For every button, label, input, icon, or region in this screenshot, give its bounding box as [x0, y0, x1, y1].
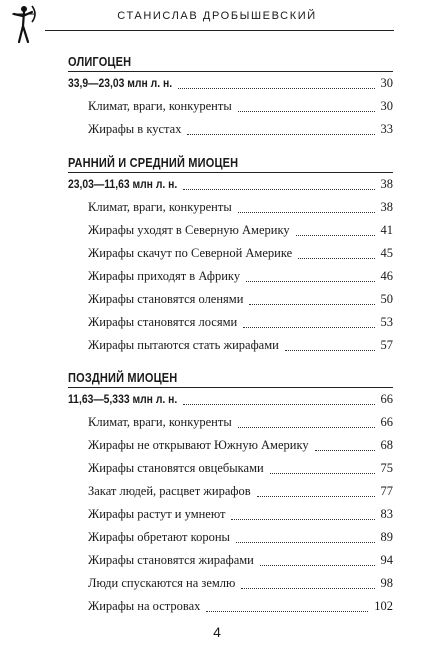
- dot-leader: [183, 404, 374, 405]
- toc-entry-page: 30: [380, 99, 393, 113]
- toc-entry[interactable]: [88, 292, 393, 308]
- dot-leader: [246, 281, 374, 282]
- dot-leader: [241, 588, 374, 589]
- toc-entry-label: Климат, враги, конкуренты: [88, 99, 232, 113]
- dot-leader: [238, 111, 375, 112]
- dot-leader: [183, 189, 374, 190]
- toc-entry-main[interactable]: [68, 177, 393, 193]
- dot-leader: [238, 427, 375, 428]
- toc-entry-page: 53: [380, 315, 393, 329]
- dot-leader: [315, 450, 375, 451]
- section-title: ПОЗДНИЙ МИОЦЕН: [68, 371, 178, 385]
- toc-entry-label: Жирафы становятся овцебыками: [88, 461, 264, 475]
- toc-entry[interactable]: [88, 530, 393, 546]
- toc-entry-label: Жирафы становятся оленями: [88, 292, 244, 306]
- dot-leader: [285, 350, 375, 351]
- dot-leader: [187, 134, 374, 135]
- header-rule: [45, 30, 394, 31]
- toc-entry[interactable]: [88, 438, 393, 454]
- toc-entry-label: Климат, враги, конкуренты: [88, 415, 232, 429]
- toc-entry-page: 66: [380, 415, 393, 429]
- toc-entry-label: Жирафы скачут по Северной Америке: [88, 246, 293, 260]
- dot-leader: [178, 88, 375, 89]
- toc-entry[interactable]: [88, 415, 393, 431]
- toc-entry-page: 50: [380, 292, 393, 306]
- toc-entry-page: 94: [380, 553, 393, 567]
- dot-leader: [238, 212, 375, 213]
- toc-entry-label: Жирафы в кустах: [88, 122, 182, 136]
- page-number: 4: [213, 624, 221, 640]
- dot-leader: [249, 304, 374, 305]
- toc-entry-label: 23,03—11,63 млн л. н.: [68, 179, 178, 191]
- toc-entry-label: Жирафы обретают короны: [88, 530, 230, 544]
- dot-leader: [236, 542, 375, 543]
- toc-entry[interactable]: [88, 122, 393, 138]
- toc-entry-page: 30: [380, 76, 393, 90]
- toc-entry-label: Жирафы приходят в Африку: [88, 269, 241, 283]
- toc-entry[interactable]: [88, 461, 393, 477]
- toc-entry-label: Жирафы уходят в Северную Америку: [88, 223, 290, 237]
- toc-entry-label: Люди спускаются на землю: [88, 576, 236, 590]
- toc-entry-page: 33: [380, 122, 393, 136]
- toc-entry-label: Жирафы становятся жирафами: [88, 553, 254, 567]
- toc-entry-page: 102: [374, 599, 393, 613]
- toc-entry-label: Климат, враги, конкуренты: [88, 200, 232, 214]
- toc-entry-main[interactable]: [68, 76, 393, 92]
- toc-entry-page: 57: [380, 338, 393, 352]
- section-rule: [68, 387, 393, 388]
- toc-entry-label: Жирафы растут и умнеют: [88, 507, 226, 521]
- toc-entry-label: 11,63—5,333 млн л. н.: [68, 394, 178, 406]
- toc-entry-page: 46: [380, 269, 393, 283]
- toc-entry-page: 41: [380, 223, 393, 237]
- toc-entry[interactable]: [88, 99, 393, 115]
- dot-leader: [296, 235, 375, 236]
- toc-entry-page: 68: [380, 438, 393, 452]
- toc-entry[interactable]: [88, 269, 393, 285]
- toc-entry-page: 77: [380, 484, 393, 498]
- toc-entry[interactable]: [88, 484, 393, 500]
- dot-leader: [257, 496, 375, 497]
- dot-leader: [270, 473, 375, 474]
- dot-leader: [231, 519, 374, 520]
- book-author-header: СТАНИСЛАВ ДРОБЫШЕВСКИЙ: [117, 10, 317, 22]
- toc-entry[interactable]: [88, 507, 393, 523]
- toc-entry-label: Жирафы не открывают Южную Америку: [88, 438, 309, 452]
- toc-entry-page: 38: [380, 177, 393, 191]
- toc-entry[interactable]: [88, 599, 393, 615]
- dot-leader: [260, 565, 375, 566]
- dot-leader: [206, 611, 368, 612]
- toc-entry[interactable]: [88, 576, 393, 592]
- dot-leader: [298, 258, 374, 259]
- toc-entry-label: Жирафы пытаются стать жирафами: [88, 338, 279, 352]
- toc-entry-label: Жирафы становятся лосями: [88, 315, 238, 329]
- section-rule: [68, 172, 393, 173]
- toc-entry-page: 98: [380, 576, 393, 590]
- toc-entry-page: 66: [380, 392, 393, 406]
- toc-entry[interactable]: [88, 246, 393, 262]
- toc-entry[interactable]: [88, 315, 393, 331]
- toc-entry[interactable]: [88, 338, 393, 354]
- toc-entry-label: 33,9—23,03 млн л. н.: [68, 78, 173, 90]
- toc-entry[interactable]: [88, 223, 393, 239]
- toc-entry-label: Жирафы на островах: [88, 599, 201, 613]
- toc-entry[interactable]: [88, 200, 393, 216]
- toc-entry-page: 45: [380, 246, 393, 260]
- toc-entry-label: Закат людей, расцвет жирафов: [88, 484, 251, 498]
- section-title: ОЛИГОЦЕН: [68, 55, 132, 69]
- section-title: РАННИЙ И СРЕДНИЙ МИОЦЕН: [68, 156, 239, 170]
- toc-entry-page: 75: [380, 461, 393, 475]
- toc-entry[interactable]: [88, 553, 393, 569]
- toc-entry-page: 38: [380, 200, 393, 214]
- section-rule: [68, 71, 393, 72]
- toc-entry-page: 83: [380, 507, 393, 521]
- dot-leader: [243, 327, 374, 328]
- toc-entry-page: 89: [380, 530, 393, 544]
- toc-entry-main[interactable]: [68, 392, 393, 408]
